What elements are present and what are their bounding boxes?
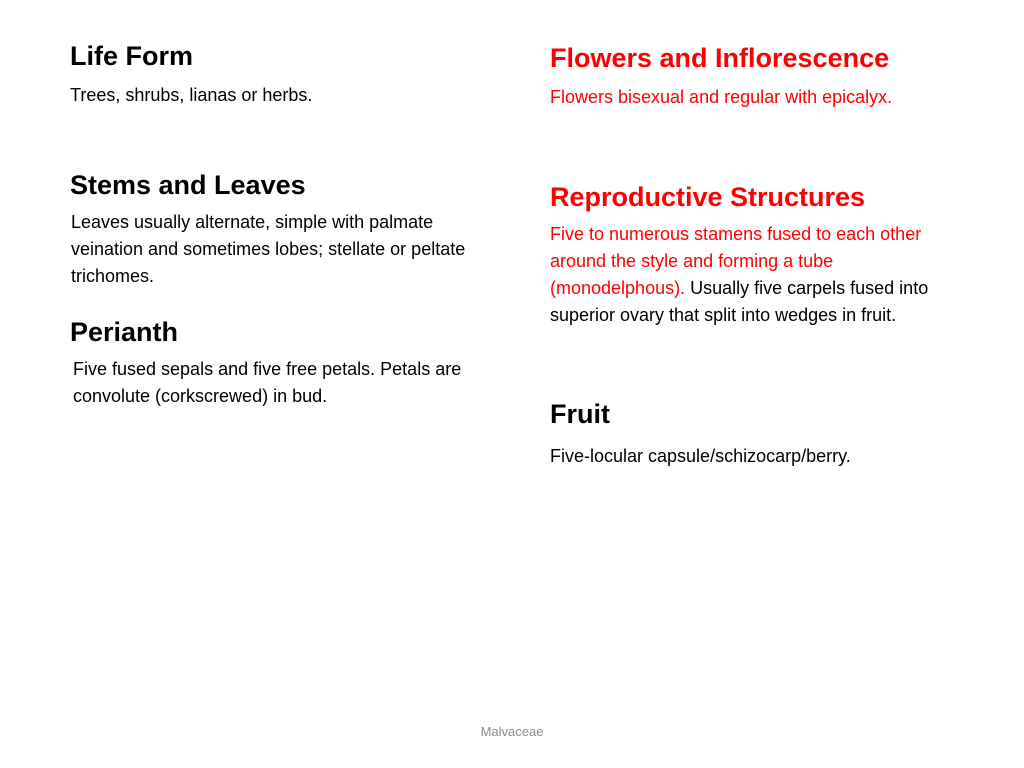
- perianth-heading: Perianth: [70, 317, 179, 347]
- stems-leaves-heading: Stems and Leaves: [70, 170, 306, 200]
- flowers-inflorescence-text: Flowers bisexual and regular with epicalyx.: [550, 87, 893, 107]
- flowers-inflorescence-section: [550, 42, 990, 111]
- flowers-inflorescence-heading: Flowers and Inflorescence: [550, 43, 890, 73]
- reproductive-structures-text: [550, 221, 960, 329]
- perianth-text: Five fused sepals and five free petals. Petals are convolute (corkscrewed) in bud.: [73, 359, 462, 406]
- life-form-text: Trees, shrubs, lianas or herbs.: [70, 85, 313, 105]
- stems-leaves-text: Leaves usually alternate, simple with palmate veination and sometimes lobes; stellate or peltate trichomes.: [71, 212, 466, 286]
- perianth-section: [70, 316, 510, 410]
- life-form-section: [70, 40, 510, 109]
- stamens-text: Five to numerous stamens fused to each other around the style and forming a tube (monodelphous).: [550, 224, 922, 298]
- fruit-section: [550, 398, 990, 470]
- slide-footer: Malvaceae: [480, 724, 544, 739]
- fruit-heading: Fruit: [550, 399, 610, 429]
- carpels-text: Usually five carpels fused into superior ovary that split into wedges in fruit.: [550, 278, 929, 325]
- fruit-text: Five-locular capsule/schizocarp/berry.: [550, 446, 851, 466]
- stems-leaves-section: [70, 169, 510, 290]
- reproductive-structures-heading: Reproductive Structures: [550, 182, 866, 212]
- life-form-heading: Life Form: [70, 41, 194, 71]
- reproductive-structures-section: [550, 181, 970, 329]
